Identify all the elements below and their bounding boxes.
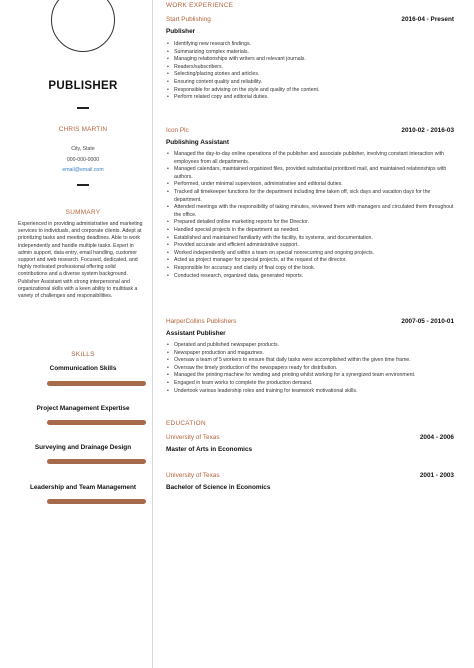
sidebar bbox=[0, 0, 152, 668]
list-item: • Acted as project manager for special projects, at the request of the director. bbox=[166, 257, 454, 265]
job-bullets bbox=[166, 151, 454, 280]
list-item: • Attended meetings with the responsibility of taking minutes, reviewed them with managers and circulated them throughout the office. bbox=[166, 204, 454, 219]
list-item: • Operated and published newspaper products. bbox=[166, 342, 454, 350]
list-item: • Performed, under minimal supervision, administrative and editorial duties. bbox=[166, 181, 454, 189]
list-item: • Newspaper production and magazines. bbox=[166, 350, 454, 358]
list-item: • Managed the printing machine for winding and printing whilst working for a synergized team environment. bbox=[166, 372, 454, 380]
role-title: PUBLISHER bbox=[48, 80, 118, 92]
contact-divider bbox=[77, 184, 89, 186]
contact-phone: 000-000-0000 bbox=[66, 157, 100, 163]
profile-photo-circle bbox=[51, 0, 115, 52]
list-item: • Readers/subscribers. bbox=[166, 64, 454, 72]
job-title: Assistant Publisher bbox=[166, 330, 226, 337]
list-item: • Engaged in team works to complete the production demand. bbox=[166, 380, 454, 388]
job-company: Icon Plc bbox=[166, 127, 189, 134]
job-bullets bbox=[166, 342, 454, 395]
edu-dates: 2004 - 2006 bbox=[419, 434, 454, 441]
list-item: • Ensuring content quality and reliability. bbox=[166, 79, 454, 87]
skill-name: Communication Skills bbox=[49, 365, 117, 372]
edu-degree: Bachelor of Science in Economics bbox=[166, 484, 271, 491]
summary-text: Experienced in providing administrative and marketing services to individuals, and corporate clients. Adept at prioritizing tasks and meeting deadlines. Able to work independently and handle multiple tasks. Expert in admin support, data entry, email handling, customer support and web research. Focused, dedicated, and highly motivated professional offering solid contributions and a diverse system background. Publisher Assistant with strong interpersonal and organizational skills with a keen ability to multitask a variety of challenges and responsibilities. bbox=[18, 221, 143, 300]
skills-heading: SKILLS bbox=[71, 351, 95, 358]
edu-school: University of Texas bbox=[166, 472, 220, 479]
list-item: • Responsible for advising on the style and quality of the content. bbox=[166, 87, 454, 95]
list-item: • Prepared detailed online marketing reports for the Director. bbox=[166, 219, 454, 227]
list-item: • Tracked all timekeeper functions for the department including time taken off, sick days and vacation days for the department. bbox=[166, 189, 454, 204]
job-company: HarperCollins Publishers bbox=[166, 318, 237, 325]
job-title: Publishing Assistant bbox=[166, 139, 229, 146]
job-bullets bbox=[166, 41, 454, 102]
skill-level-bar bbox=[47, 381, 146, 386]
skill-name: Project Management Expertise bbox=[36, 405, 130, 412]
contact-city: City, State bbox=[71, 146, 95, 152]
list-item: • Managed the day-to-day online operations of the publisher and associate publisher, involving constant interaction with employees from all departments. bbox=[166, 151, 454, 166]
list-item: • Managing relationships with writers and relevant journals. bbox=[166, 56, 454, 64]
list-item: • Responsible for accuracy and clarity of final copy of the book. bbox=[166, 265, 454, 273]
list-item: • Established and maintained familiarity with the facility, its systems, and documentation. bbox=[166, 235, 454, 243]
list-item: • Handled special projects in the department as needed. bbox=[166, 227, 454, 235]
edu-school: University of Texas bbox=[166, 434, 220, 441]
list-item: • Managed calendars, maintained organized files, provided substantial prioritized mail, and maintained relationships with authors. bbox=[166, 166, 454, 181]
summary-heading: SUMMARY bbox=[65, 209, 101, 216]
education-heading: EDUCATION bbox=[166, 420, 206, 427]
list-item: • Undertook various leadership roles and training for teamwork motivational skills. bbox=[166, 388, 454, 396]
edu-degree: Master of Arts in Economics bbox=[166, 446, 253, 453]
skill-level-bar bbox=[47, 499, 146, 504]
job-title: Publisher bbox=[166, 28, 196, 35]
work-experience-heading: WORK EXPERIENCE bbox=[166, 2, 234, 9]
column-divider bbox=[152, 0, 153, 668]
job-dates: 2010-02 - 2016-03 bbox=[401, 127, 454, 134]
job-dates: 2007-05 - 2010-01 bbox=[401, 318, 454, 325]
edu-dates: 2001 - 2003 bbox=[419, 472, 454, 479]
list-item: • Summarizing complex materials. bbox=[166, 49, 454, 57]
candidate-name: CHRIS MARTIN bbox=[58, 126, 108, 133]
skill-level-bar bbox=[47, 420, 146, 425]
list-item: • Selecting/placing stories and articles. bbox=[166, 71, 454, 79]
list-item: • Perform related copy and editorial duties. bbox=[166, 94, 454, 102]
role-divider bbox=[77, 107, 89, 109]
contact-email-link[interactable]: email@email.com bbox=[62, 167, 104, 173]
list-item: • Oversaw a team of 5 workers to ensure that daily tasks were accomplished within the given time frame. bbox=[166, 357, 454, 365]
list-item: • Provided accurate and efficient administrative support. bbox=[166, 242, 454, 250]
skill-name: Surveying and Drainage Design bbox=[34, 444, 132, 451]
skill-level-bar bbox=[47, 459, 146, 464]
job-company: Start Publishing bbox=[166, 16, 211, 23]
list-item: • Conducted research, organized data, generated reports. bbox=[166, 273, 454, 281]
list-item: • Worked independently and within a team on special nonrecurring and ongoing projects. bbox=[166, 250, 454, 258]
skill-name: Leadership and Team Management bbox=[29, 484, 137, 491]
list-item: • Identifying new research findings. bbox=[166, 41, 454, 49]
list-item: • Oversaw the timely production of the newspapers ready for distribution. bbox=[166, 365, 454, 373]
job-dates: 2016-04 - Present bbox=[401, 16, 454, 23]
